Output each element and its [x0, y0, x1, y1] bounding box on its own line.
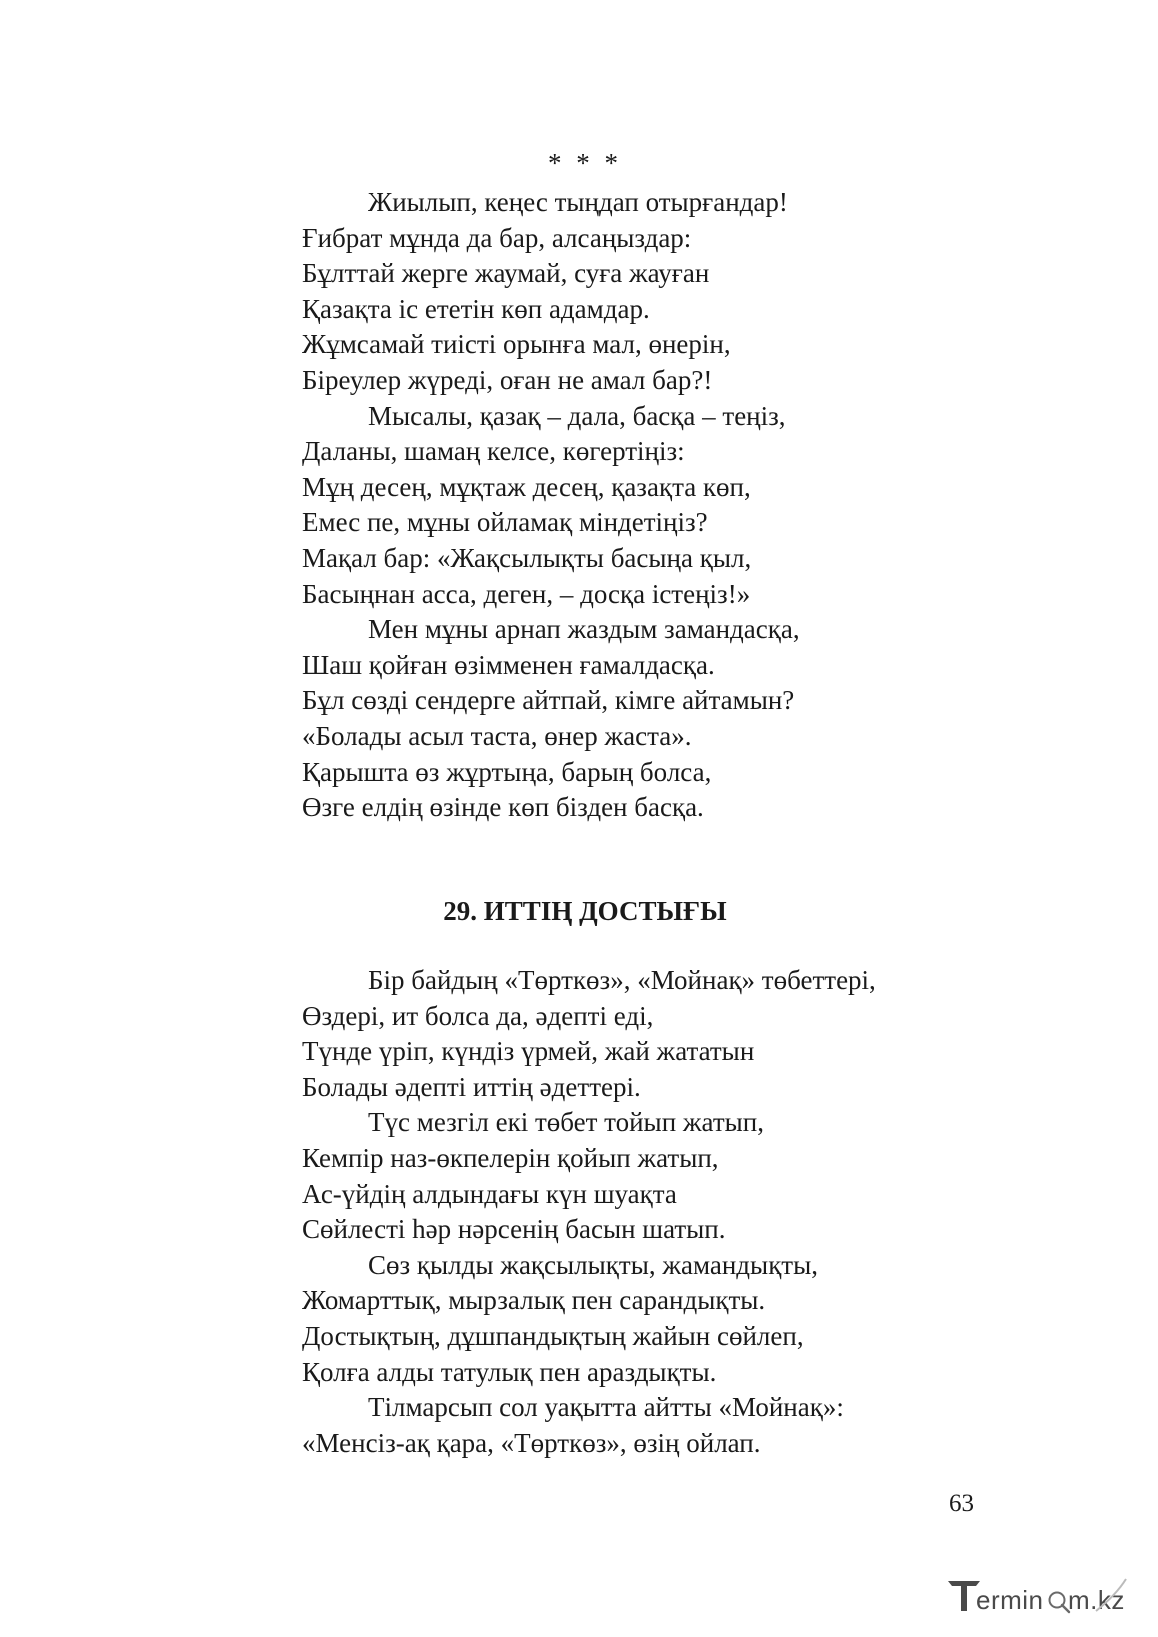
verse-line: Жиылып, кеңес тыңдап отырғандар!: [368, 187, 788, 217]
verse-line: Түс мезгіл екі төбет тойып жатып,: [368, 1107, 764, 1138]
verse-line: Сөйлесті һәр нәрсенің басын шатып.: [302, 1214, 726, 1245]
chapter-title: 29. ИТТІҢ ДОСТЫҒЫ: [443, 896, 727, 926]
poem-stanzas-2: [302, 963, 1002, 1461]
verse-line: Мақал бар: «Жақсылықты басыңа қыл,: [302, 542, 752, 573]
logo-text-part2: m.kz: [1068, 1585, 1125, 1615]
verse-line: Мысалы, қазақ – дала, басқа – теңіз,: [368, 400, 786, 431]
verse-line: Қолға алды татулық пен араздықты.: [302, 1356, 717, 1387]
verse-line: Жұмсамай тиісті орынға мал, өнерін,: [302, 329, 731, 360]
section-separator: * * *: [548, 148, 622, 178]
verse-line: Сөз қылды жақсылықты, жамандықты,: [368, 1249, 818, 1280]
termincom-watermark-logo: [946, 1577, 1146, 1617]
verse-line: «Болады асыл таста, өнер жаста».: [302, 720, 692, 751]
magnifier-icon: [1050, 1593, 1070, 1613]
verse-line: Емес пе, мұны ойламақ міндетіңіз?: [302, 507, 708, 538]
verse-line: Өзге елдің өзінде көп бізден басқа.: [302, 792, 704, 823]
verse-line: Ғибрат мұнда да бар, алсаңыздар:: [302, 222, 692, 253]
verse-line: Кемпір наз-өкпелерін қойып жатып,: [302, 1142, 719, 1173]
verse-line: Болады әдепті иттің әдеттері.: [302, 1071, 641, 1102]
verse-line: Біреулер жүреді, оған не амал бар?!: [302, 364, 713, 395]
verse-line: Достықтың, дұшпандықтың жайын сөйлеп,: [302, 1320, 804, 1351]
verse-line: Ас-үйдің алдындағы күн шуақта: [302, 1178, 677, 1209]
verse-line: Түнде үріп, күндіз үрмей, жай жататын: [302, 1036, 755, 1067]
verse-line: Мұң десең, мұқтаж десең, қазақта көп,: [302, 471, 751, 502]
verse-line: «Менсіз-ақ қара, «Төрткөз», өзің ойлап.: [302, 1427, 761, 1458]
verse-line: Мен мұны арнап жаздым замандасқа,: [368, 614, 800, 645]
logo-text-part1: ermin: [976, 1585, 1044, 1615]
verse-line: Қарышта өз жұртыңа, барың болса,: [302, 756, 712, 787]
verse-line: Шаш қойған өзімменен ғамалдасқа.: [302, 649, 715, 680]
page-number: 63: [949, 1490, 974, 1517]
verse-line: Жомарттық, мырзалық пен сарандықты.: [302, 1285, 766, 1316]
verse-line: Даланы, шамаң келсе, көгертіңіз:: [302, 436, 685, 467]
verse-line: Өздері, ит болса да, әдепті еді,: [302, 1000, 654, 1031]
poem-stanzas-1: [302, 185, 1002, 826]
verse-line: Тілмарсып сол уақытта айтты «Мойнақ»:: [368, 1392, 844, 1423]
verse-line: Бір байдың «Төрткөз», «Мойнақ» төбеттері,: [368, 965, 876, 995]
verse-line: Бұл сөзді сендерге айтпай, кімге айтамын?: [302, 685, 795, 716]
verse-line: Бұлттай жерге жаумай, суға жауған: [302, 258, 710, 289]
verse-line: Қазақта іс ететін көп адамдар.: [302, 293, 650, 324]
verse-line: Басыңнан асса, деген, – досқа істеңіз!»: [302, 578, 751, 609]
